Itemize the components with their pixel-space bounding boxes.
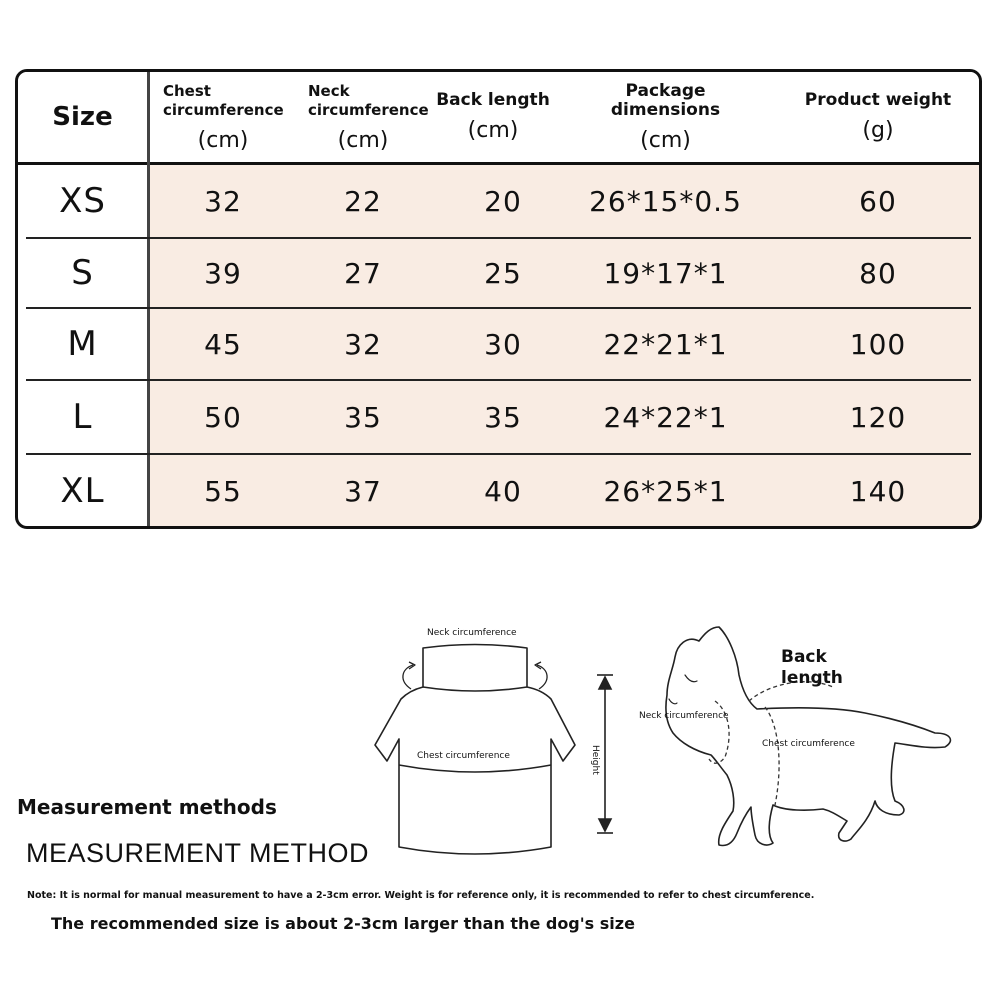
header-chest-line2: circumference [163,100,284,119]
back-length-cell: 35 [484,400,522,434]
header-chest [153,72,293,162]
header-package-unit: (cm) [640,127,691,153]
weight-cell: 100 [849,327,907,361]
neck-cell: 27 [344,256,382,290]
size-chart-table [15,69,982,529]
methods-recommendation: The recommended size is about 2-3cm larger than the dog's size [51,914,635,933]
package-cell: 26*25*1 [603,474,728,508]
header-weight [793,72,963,162]
height-label: Height [590,745,600,775]
methods-title: MEASUREMENT METHOD [26,838,370,868]
neck-cell: 32 [344,327,382,361]
header-size-label: Size [52,102,113,132]
table-row [18,239,979,307]
size-cell: XL [60,471,105,511]
header-back-length [428,72,558,162]
size-cell: S [71,253,94,293]
methods-heading: Measurement methods [17,795,277,819]
chest-cell: 50 [204,400,242,434]
neck-cell: 22 [344,184,382,218]
header-weight-label: Product weight [804,90,952,110]
table-row [18,381,979,453]
header-weight-unit: (g) [862,118,894,143]
header-package [568,72,763,162]
back-length-line1: Back [781,647,827,667]
header-chest-unit: (cm) [197,127,249,153]
garment-neck-label: Neck circumference [427,628,517,638]
weight-cell: 80 [859,256,897,290]
garment-chest-label: Chest circumference [417,751,510,761]
header-neck [293,72,433,162]
size-cell: L [72,397,93,437]
back-length-cell: 30 [484,327,522,361]
header-back-length-unit: (cm) [467,118,519,143]
chest-cell: 45 [204,327,242,361]
header-package-label: Package dimensions [610,80,721,120]
dog-neck-label: Neck circumference [639,711,729,721]
package-cell: 24*22*1 [603,400,728,434]
table-row [18,309,979,379]
package-cell: 19*17*1 [603,256,728,290]
table-row [18,165,979,237]
neck-cell: 35 [344,400,382,434]
weight-cell: 60 [859,184,897,218]
header-neck-line1: Neck [308,81,350,100]
header-size [18,72,147,162]
garment-illustration [375,645,575,855]
header-back-length-label: Back length [436,90,550,110]
weight-cell: 140 [849,474,907,508]
weight-cell: 120 [849,400,907,434]
back-length-cell: 40 [484,474,522,508]
size-cell: XS [59,181,106,221]
size-cell: M [67,324,98,364]
methods-note: Note: It is normal for manual measurement to have a 2-3cm error. Weight is for reference only, it is recommended to refer to chest circumference. [27,890,815,901]
chest-cell: 32 [204,184,242,218]
header-chest-line1: Chest [163,81,211,100]
measurement-diagram [355,615,955,860]
package-cell: 22*21*1 [603,327,728,361]
header-neck-unit: (cm) [337,127,389,153]
table-header-row [18,72,979,165]
back-length-cell: 20 [484,184,522,218]
package-cell: 26*15*0.5 [589,184,742,218]
neck-cell: 37 [344,474,382,508]
back-length-label [781,647,843,689]
dog-chest-label: Chest circumference [762,739,855,749]
back-length-line2: length [781,668,843,688]
table-row [18,455,979,527]
chest-cell: 39 [204,256,242,290]
back-length-cell: 25 [484,256,522,290]
chest-cell: 55 [204,474,242,508]
header-neck-line2: circumference [308,100,429,119]
